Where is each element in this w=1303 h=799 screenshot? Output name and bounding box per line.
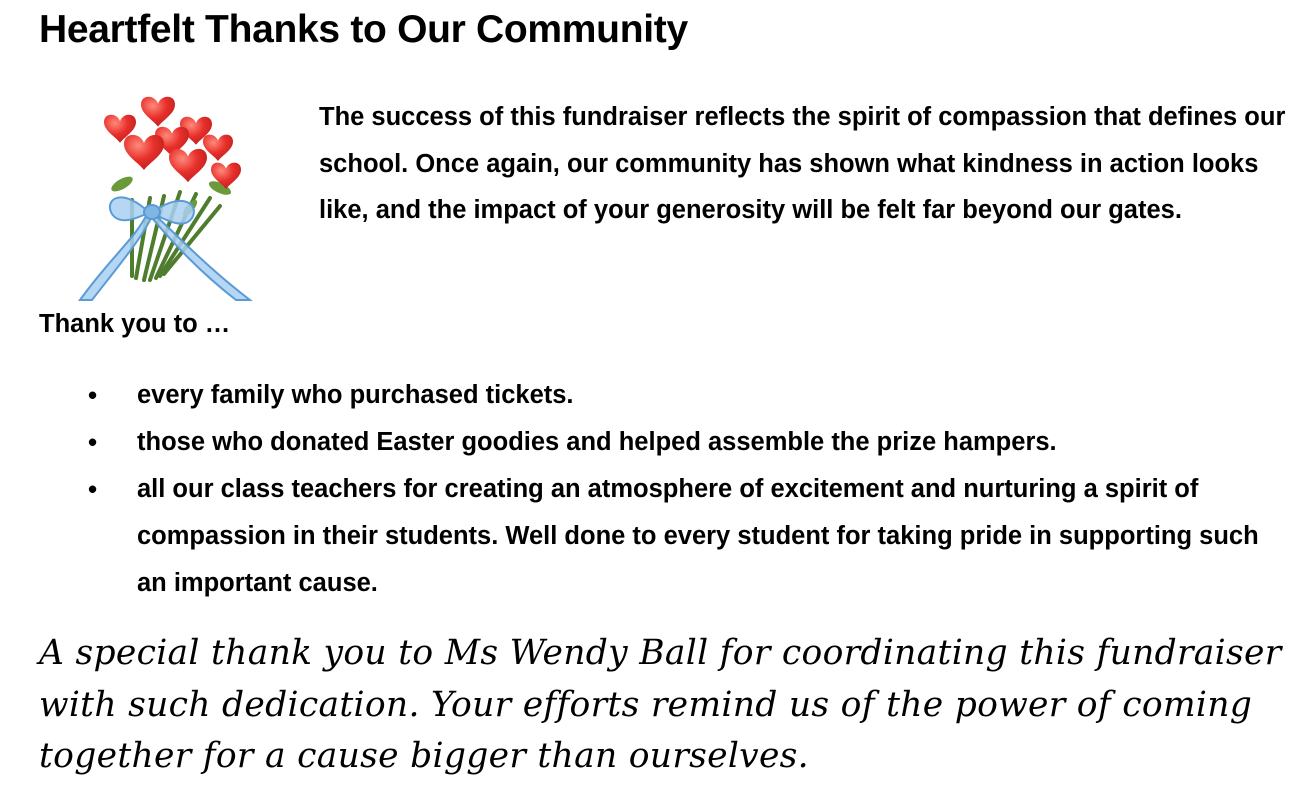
list-item (88, 419, 1277, 466)
list-item (88, 466, 1277, 607)
closing-paragraph: A special thank you to Ms Wendy Ball for coordinating this fundraiser with such dedication. Your efforts remind us of the power of coming together for a cause bigger than ourselves. (39, 633, 1282, 776)
bullet-icon: • (88, 427, 98, 457)
thanks-lead: Thank you to … (39, 310, 231, 338)
list-item-text: those who donated Easter goodies and helped assemble the prize hampers. (137, 428, 1057, 456)
heart-bouquet-illustration (40, 88, 300, 302)
thanks-list (88, 372, 1277, 607)
bullet-icon: • (88, 380, 98, 410)
bullet-icon: • (88, 474, 98, 504)
list-item (88, 372, 1277, 419)
page-title: Heartfelt Thanks to Our Community (39, 8, 688, 51)
list-item-text: every family who purchased tickets. (137, 381, 574, 409)
heart-bouquet-icon (40, 88, 300, 302)
list-item-text: all our class teachers for creating an atmosphere of excitement and nurturing a spirit of compassion in their students. Well done to every student for taking pride in supporting such an important cause. (137, 475, 1259, 597)
intro-paragraph: The success of this fundraiser reflects the spirit of compassion that defines our school. Once again, our community has shown what kindness in action looks like, and the impact of your generosity will be felt far beyond our gates. (319, 103, 1286, 224)
